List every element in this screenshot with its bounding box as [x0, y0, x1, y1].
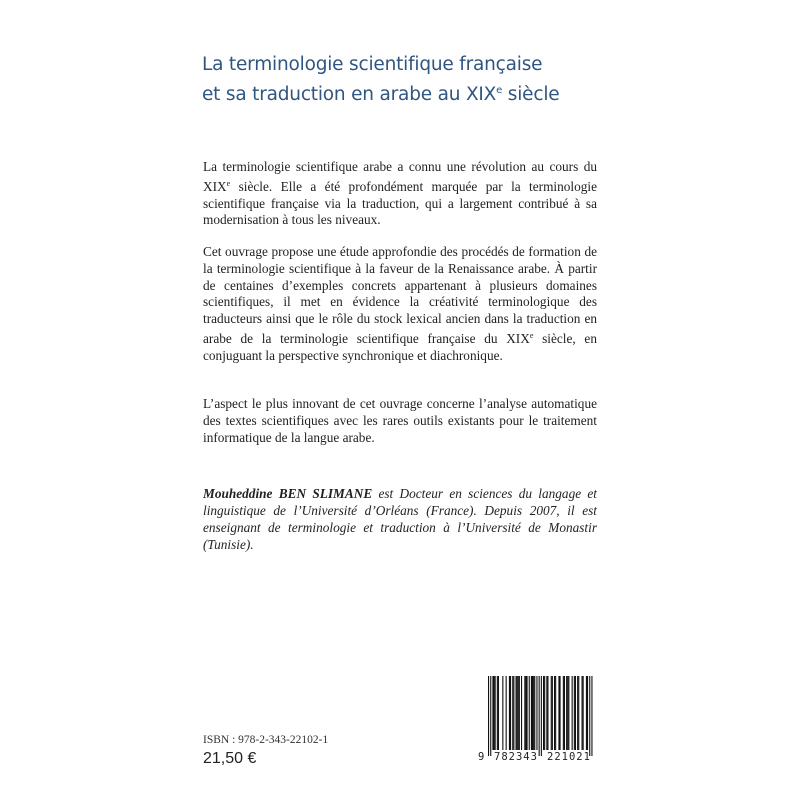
paragraph-2-superscript: e: [529, 330, 534, 340]
title-line-2-text: et sa traduction en arabe au XIX: [202, 84, 497, 105]
paragraph-2-part-b: siècle, en conjuguant la perspective synchronique et diachronique.: [203, 330, 597, 363]
barcode-bar: [551, 676, 552, 750]
barcode-bar: [513, 676, 514, 750]
barcode-bar: [583, 676, 584, 750]
barcode-bar: [554, 676, 555, 750]
barcode-bar: [506, 676, 507, 750]
barcode-bar: [531, 676, 532, 750]
paragraph-3: L’aspect le plus innovant de cet ouvrage concerne l’analyse automatique des textes scientifiques avec les rares outils existants pour le traitement informatique de la langue arabe.: [203, 396, 597, 445]
barcode-bar: [541, 676, 542, 756]
barcode-bar: [532, 676, 533, 750]
paragraph-1: [203, 159, 597, 229]
barcode-bar: [555, 676, 556, 750]
barcode-bar: [563, 676, 564, 750]
barcode-bar: [544, 676, 545, 750]
title-superscript: e: [496, 85, 503, 96]
book-title: [202, 52, 622, 108]
barcode-bar: [533, 676, 534, 750]
barcode-bar: [495, 676, 496, 750]
barcode-bar: [529, 676, 530, 750]
barcode-bar: [492, 676, 493, 750]
author-name: Mouheddine BEN SLIMANE: [203, 486, 373, 501]
barcode-bar: [567, 676, 568, 750]
barcode-bar: [586, 676, 587, 750]
barcode-bar: [577, 676, 578, 750]
barcode-bar: [488, 676, 489, 756]
barcode-bar: [575, 676, 576, 750]
barcode-bar: [490, 676, 491, 756]
barcode-bar: [494, 676, 495, 750]
barcode-first-digit: 9: [478, 751, 485, 763]
author-bio-text: est Docteur en sciences du langage et linguistique de l’Université d’Orléans (France). Depuis 2007, il est enseignant de terminologie et traduction à l’Université de Monastir (Tunisie).: [203, 486, 597, 552]
barcode-bar: [589, 676, 590, 756]
barcode-bar: [512, 676, 513, 750]
barcode: [476, 676, 600, 766]
barcode-bar: [518, 676, 519, 750]
barcode-bar: [521, 676, 522, 750]
barcode-bar: [578, 676, 579, 750]
barcode-bar: [572, 676, 573, 750]
barcode-bar: [546, 676, 547, 750]
paragraph-1-part-a: La terminologie scientifique arabe a connu une révolution au cours du XIX: [203, 159, 597, 194]
paragraph-1-part-b: siècle. Elle a été profondément marquée par la terminologie scientifique française via la traduction, qui a largement contribué à sa modernisation à tous les niveaux.: [203, 178, 597, 228]
barcode-bar: [525, 676, 526, 750]
barcode-bar: [564, 676, 565, 750]
barcode-bar: [527, 676, 528, 750]
barcode-bar: [560, 676, 561, 750]
barcode-bar: [516, 676, 517, 750]
barcode-bar: [519, 676, 520, 750]
barcode-bar: [574, 676, 575, 750]
barcode-digits: [476, 751, 600, 765]
barcode-bar: [568, 676, 569, 750]
barcode-bar: [517, 676, 518, 750]
title-line-1: La terminologie scientifique française: [202, 54, 543, 75]
barcode-bar: [587, 676, 588, 750]
barcode-bar: [582, 676, 583, 750]
barcode-bar: [591, 676, 592, 756]
barcode-bar: [543, 676, 544, 750]
author-bio: [203, 485, 597, 553]
title-line-2: [202, 78, 622, 108]
barcode-bar: [524, 676, 525, 750]
title-line-2-end: siècle: [502, 84, 560, 105]
barcode-bar: [566, 676, 567, 750]
barcode-bar: [558, 676, 559, 750]
barcode-bar: [539, 676, 540, 756]
barcode-bar: [497, 676, 498, 750]
price: 21,50 €: [203, 750, 257, 767]
barcode-bar: [498, 676, 499, 750]
paragraph-2: [203, 244, 597, 365]
barcode-right-digits: 221021: [547, 751, 591, 763]
barcode-bar: [547, 676, 548, 750]
barcode-bar: [536, 676, 537, 750]
barcode-bar: [552, 676, 553, 750]
isbn: ISBN : 978-2-343-22102-1: [203, 734, 329, 746]
paragraph-1-superscript: e: [226, 178, 231, 188]
barcode-bar: [534, 676, 535, 750]
barcode-bar: [510, 676, 511, 750]
barcode-bar: [502, 676, 503, 750]
barcode-bar: [509, 676, 510, 750]
barcode-left-digits: 782343: [494, 751, 538, 763]
paragraph-2-part-a: Cet ouvrage propose une étude approfondie des procédés de formation de la terminologie scientifique à la faveur de la Renaissance arabe. À partir de centaines d’exemples concrets appartenant à plusieurs domaines scientifiques, il met en évidence la créativité terminologique des traducteurs ainsi que le rôle du stock lexical ancien dans la traduction en arabe de la terminologie scientifique française du XIX: [203, 244, 597, 346]
